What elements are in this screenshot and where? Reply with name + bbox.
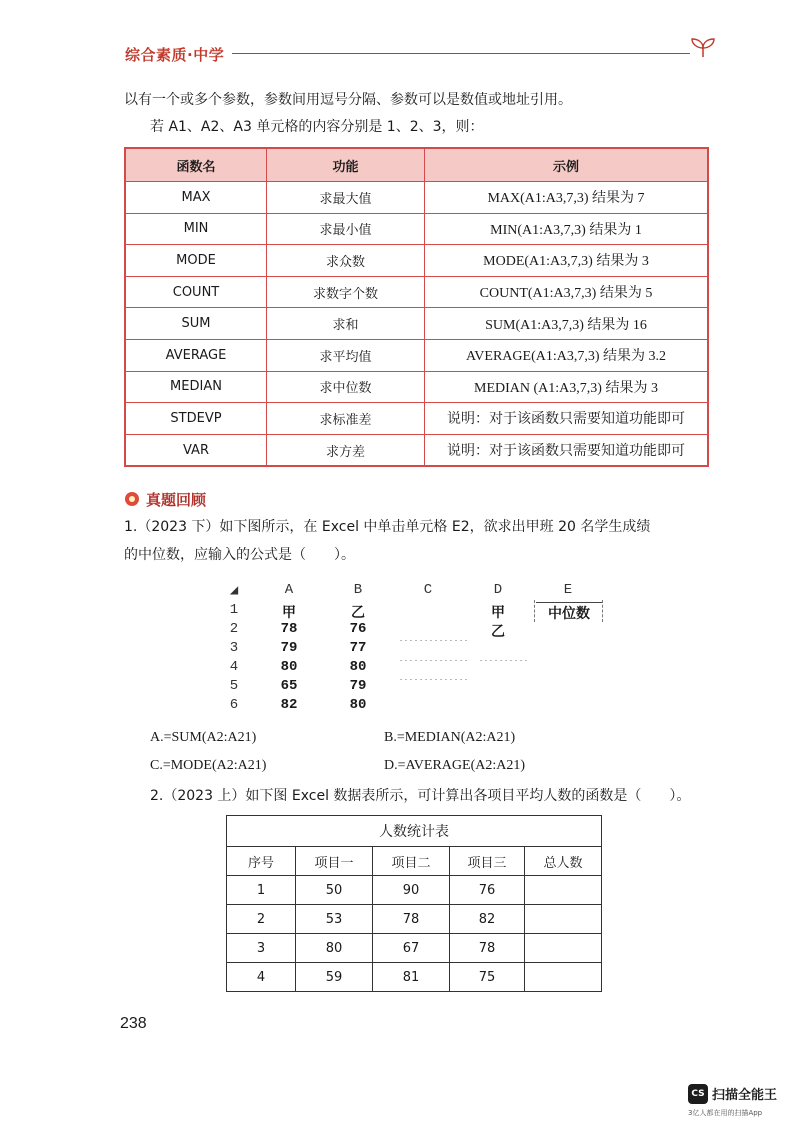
sheet-cell: 甲 [282, 606, 296, 622]
function-example: MAX(A1:A3,7,3) 结果为 7 [425, 182, 709, 214]
q2-line-1: 2.（2023 上）如下图 Excel 数据表所示，可计算出各项目平均人数的函数是（ ）。 [150, 788, 691, 804]
sheet-grid-line [534, 600, 535, 622]
table-cell: 78 [373, 905, 450, 934]
sheet-cell: 82 [280, 697, 298, 713]
table-cell: 75 [450, 963, 525, 992]
function-name: MAX [125, 182, 267, 214]
header-cell: 项目一 [296, 847, 373, 876]
table-cell: 3 [227, 934, 296, 963]
camscanner-brand-name: 扫描全能王 [712, 1088, 778, 1103]
table-row [125, 245, 708, 277]
table-cell: 59 [296, 963, 373, 992]
function-name: MIN [125, 213, 267, 245]
header-cell: 总人数 [525, 847, 602, 876]
row-number: 3 [229, 640, 239, 656]
sheet-cell: 80 [349, 697, 367, 713]
function-purpose: 求和 [267, 308, 425, 340]
column-header: A [284, 582, 294, 598]
intro-line-1: 以有一个或多个参数，参数间用逗号分隔、参数可以是数值或地址引用。 [124, 92, 572, 108]
q1-line-2: 的中位数，应输入的公式是（ ）。 [124, 547, 355, 563]
function-purpose: 求方差 [267, 434, 425, 466]
table-cell [525, 934, 602, 963]
table-row [227, 905, 602, 934]
header-cell: 项目二 [373, 847, 450, 876]
q1-line-1: 1.（2023 下）如下图所示，在 Excel 中单击单元格 E2，欲求出甲班 20 名学生成绩 [124, 519, 651, 535]
intro-line-2: 若 A1、A2、A3 单元格的内容分别是 1、2、3，则： [150, 119, 484, 135]
table-row [125, 339, 708, 371]
table-row [227, 934, 602, 963]
sheet-grid-line [602, 600, 603, 622]
header-cell: 功能 [267, 148, 425, 182]
sprout-icon [688, 36, 718, 58]
sheet-cell-e1: 中位数 [536, 602, 602, 623]
sheet-cell: 65 [280, 678, 298, 694]
column-header: B [353, 582, 363, 598]
table-cell: 50 [296, 876, 373, 905]
sheet-cell: 乙 [491, 625, 505, 641]
option-d: D.=AVERAGE(A2:A21) [384, 758, 526, 773]
header-cell: 函数名 [125, 148, 267, 182]
function-name: VAR [125, 434, 267, 466]
function-purpose: 求数字个数 [267, 276, 425, 308]
table-row [125, 434, 708, 466]
function-name: AVERAGE [125, 339, 267, 371]
function-name: SUM [125, 308, 267, 340]
table-row [125, 182, 708, 214]
table-cell: 76 [450, 876, 525, 905]
option-b: B.=MEDIAN(A2:A21) [384, 730, 516, 745]
sheet-cell: 79 [280, 640, 298, 656]
function-example: COUNT(A1:A3,7,3) 结果为 5 [425, 276, 709, 308]
header-rule [232, 53, 690, 54]
table-cell: 80 [296, 934, 373, 963]
table-row [125, 403, 708, 435]
table-cell: 1 [227, 876, 296, 905]
header-cell: 序号 [227, 847, 296, 876]
table-cell [525, 963, 602, 992]
spreadsheet-excerpt [222, 582, 614, 717]
row-number: 2 [229, 621, 239, 637]
table-cell: 81 [373, 963, 450, 992]
table-cell: 53 [296, 905, 373, 934]
camscanner-tagline: 3亿人都在用的扫描App [688, 1109, 763, 1117]
function-name: COUNT [125, 276, 267, 308]
sheet-cell: 77 [349, 640, 367, 656]
statistics-table [226, 815, 602, 992]
header-cell: 示例 [425, 148, 709, 182]
table-row [227, 963, 602, 992]
sheet-cell: 80 [349, 659, 367, 675]
function-table-header [125, 148, 708, 182]
section-title: 真题回顾 [146, 491, 207, 509]
option-c: C.=MODE(A2:A21) [150, 758, 267, 773]
table-caption: 人数统计表 [227, 816, 602, 847]
function-example: SUM(A1:A3,7,3) 结果为 16 [425, 308, 709, 340]
table-row [227, 876, 602, 905]
function-example: MIN(A1:A3,7,3) 结果为 1 [425, 213, 709, 245]
function-purpose: 求平均值 [267, 339, 425, 371]
function-name: MEDIAN [125, 371, 267, 403]
sheet-corner: ◢ [229, 583, 239, 599]
table-cell: 90 [373, 876, 450, 905]
function-example: MODE(A1:A3,7,3) 结果为 3 [425, 245, 709, 277]
function-example: 说明：对于该函数只需要知道功能即可 [425, 403, 709, 435]
function-name: STDEVP [125, 403, 267, 435]
function-example: MEDIAN (A1:A3,7,3) 结果为 3 [425, 371, 709, 403]
faded-grid [480, 660, 530, 661]
table-row [125, 213, 708, 245]
function-purpose: 求最大值 [267, 182, 425, 214]
row-number: 4 [229, 659, 239, 675]
table-cell: 2 [227, 905, 296, 934]
row-number: 5 [229, 678, 239, 694]
page-number: 238 [120, 1015, 147, 1032]
column-header: D [493, 582, 503, 598]
function-example: AVERAGE(A1:A3,7,3) 结果为 3.2 [425, 339, 709, 371]
table-row [125, 276, 708, 308]
sheet-cell: 79 [349, 678, 367, 694]
table-cell [525, 876, 602, 905]
sheet-cell: 乙 [351, 606, 365, 622]
function-table [124, 147, 709, 467]
function-purpose: 求中位数 [267, 371, 425, 403]
option-a: A.=SUM(A2:A21) [150, 730, 257, 745]
function-example: 说明：对于该函数只需要知道功能即可 [425, 434, 709, 466]
function-purpose: 求最小值 [267, 213, 425, 245]
function-purpose: 求标准差 [267, 403, 425, 435]
table-row [125, 371, 708, 403]
camscanner-logo: CS [688, 1084, 708, 1104]
faded-grid [400, 679, 470, 680]
table-header-row [227, 847, 602, 876]
column-header: E [563, 582, 573, 598]
sheet-cell: 80 [280, 659, 298, 675]
sheet-cell: 78 [280, 621, 298, 637]
column-header: C [423, 582, 433, 598]
sheet-cell: 甲 [491, 606, 505, 622]
row-number: 6 [229, 697, 239, 713]
faded-grid [400, 640, 470, 641]
table-cell [525, 905, 602, 934]
table-cell: 4 [227, 963, 296, 992]
table-cell: 67 [373, 934, 450, 963]
table-cell: 82 [450, 905, 525, 934]
header-title: 综合素质·中学 [125, 46, 225, 64]
function-name: MODE [125, 245, 267, 277]
function-purpose: 求众数 [267, 245, 425, 277]
sun-icon [125, 492, 139, 506]
sheet-cell: 76 [349, 621, 367, 637]
table-row [125, 308, 708, 340]
faded-grid [400, 660, 470, 661]
table-cell: 78 [450, 934, 525, 963]
row-number: 1 [229, 602, 239, 618]
header-cell: 项目三 [450, 847, 525, 876]
